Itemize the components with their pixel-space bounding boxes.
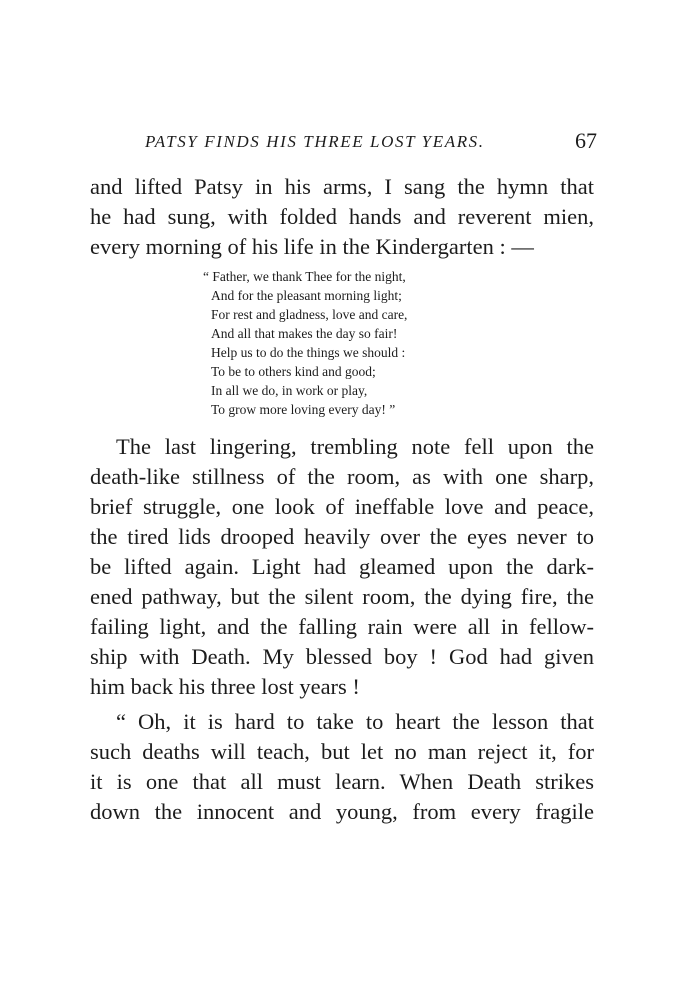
text-line: failing light, and the falling rain were all in fellow- [90,614,594,639]
verse-line: “ Father, we thank Thee for the night, [203,269,406,284]
verse-line: And all that makes the day so fair! [211,326,398,341]
text-line: brief struggle, one look of ineffable love and peace, [90,494,594,519]
verse-line: Help us to do the things we should : [211,345,406,360]
text-line: be lifted again. Light had gleamed upon the dark- [90,554,594,579]
text-line: ship with Death. My blessed boy ! God had given [90,644,594,669]
verse-line: In all we do, in work or play, [211,383,368,398]
running-title: PATSY FINDS HIS THREE LOST YEARS. [145,132,485,151]
hymn-verse [203,267,503,419]
text-line: death-like stillness of the room, as with one sharp, [90,464,594,489]
verse-line: To be to others kind and good; [211,364,376,379]
text-line: “ Oh, it is hard to take to heart the lesson that [116,709,594,734]
text-line: such deaths will teach, but let no man reject it, for [90,739,594,764]
text-line: down the innocent and young, from every fragile [90,799,594,824]
text-line: and lifted Patsy in his arms, I sang the hymn that [90,174,594,199]
verse-line: For rest and gladness, love and care, [211,307,408,322]
text-line: every morning of his life in the Kindergarten : — [90,234,534,259]
running-head [145,128,597,158]
text-line: the tired lids drooped heavily over the eyes never to [90,524,594,549]
text-line: him back his three lost years ! [90,674,360,699]
text-line: he had sung, with folded hands and reverent mien, [90,204,594,229]
text-line: The last lingering, trembling note fell upon the [116,434,594,459]
page-number: 67 [575,128,597,153]
verse-line: To grow more loving every day! ” [211,402,396,417]
verse-line: And for the pleasant morning light; [211,288,402,303]
text-line: ened pathway, but the silent room, the dying fire, the [90,584,594,609]
text-line: it is one that all must learn. When Death strikes [90,769,594,794]
